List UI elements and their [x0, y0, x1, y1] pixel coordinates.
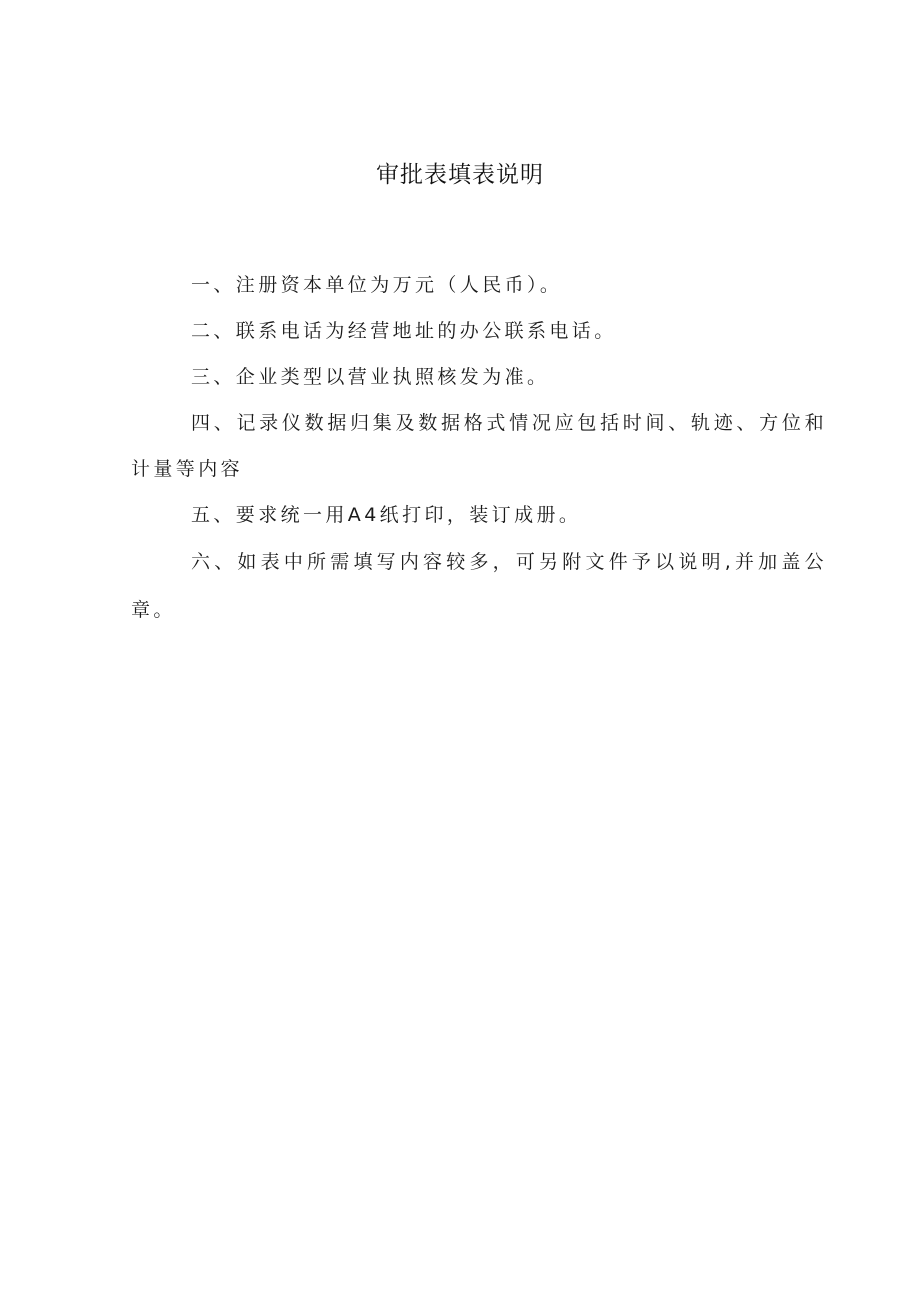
instruction-item-5: 五、要求统一用A4纸打印，装订成册。 — [191, 504, 582, 526]
instruction-item-6: 六、如表中所需填写内容较多，可另附文件予以说明,并加盖公章。 — [131, 551, 827, 621]
instruction-item-1: 一、注册资本单位为万元（人民币）。 — [191, 274, 563, 296]
instruction-item-2: 二、联系电话为经营地址的办公联系电话。 — [191, 320, 617, 342]
instruction-item-4: 四、记录仪数据归集及数据格式情况应包括时间、轨迹、方位和计量等内容 — [131, 412, 827, 480]
page-title: 审批表填表说明 — [376, 162, 544, 188]
instructions-body — [131, 262, 827, 634]
instruction-item-3: 三、企业类型以营业执照核发为准。 — [191, 366, 550, 388]
